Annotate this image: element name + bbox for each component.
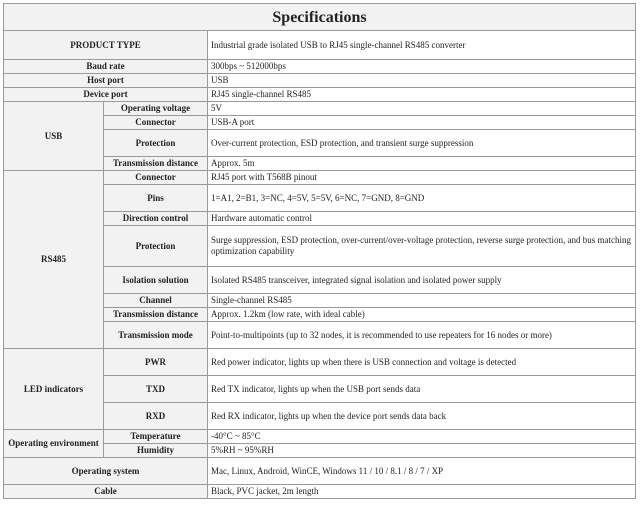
spec-table — [3, 3, 636, 499]
rs485-channel-value: Single-channel RS485 — [208, 294, 636, 308]
baud-rate-label: Baud rate — [4, 60, 208, 74]
rs485-direction-value: Hardware automatic control — [208, 212, 636, 226]
usb-distance-label: Transmission distance — [104, 157, 208, 171]
rs485-group-label: RS485 — [4, 171, 104, 349]
baud-rate-value: 300bps ~ 512000bps — [208, 60, 636, 74]
rs485-connector-value: RJ45 port with T568B pinout — [208, 171, 636, 185]
usb-voltage-label: Operating voltage — [104, 102, 208, 116]
env-humidity-value: 5%RH ~ 95%RH — [208, 444, 636, 458]
os-label: Operating system — [4, 458, 208, 485]
product-type-label: PRODUCT TYPE — [4, 31, 208, 60]
env-temperature-label: Temperature — [104, 430, 208, 444]
rs485-pins-value: 1=A1, 2=B1, 3=NC, 4=5V, 5=5V, 6=NC, 7=GND, 8=GND — [208, 185, 636, 212]
usb-protection-label: Protection — [104, 130, 208, 157]
usb-connector-value: USB-A port — [208, 116, 636, 130]
environment-group-label: Operating environment — [4, 430, 104, 458]
led-rxd-label: RXD — [104, 403, 208, 430]
rs485-mode-label: Transmission mode — [104, 322, 208, 349]
env-temperature-value: -40°C ~ 85°C — [208, 430, 636, 444]
usb-connector-label: Connector — [104, 116, 208, 130]
page-title: Specifications — [4, 4, 636, 31]
device-port-label: Device port — [4, 88, 208, 102]
rs485-isolation-value: Isolated RS485 transceiver, integrated signal isolation and isolated power supply — [208, 267, 636, 294]
cable-value: Black, PVC jacket, 2m length — [208, 485, 636, 499]
led-group-label: LED indicators — [4, 349, 104, 430]
rs485-distance-label: Transmission distance — [104, 308, 208, 322]
rs485-protection-label: Protection — [104, 226, 208, 267]
rs485-protection-value: Surge suppression, ESD protection, over-current/over-voltage protection, reverse surge protection, and bus matching optimization capability — [208, 226, 636, 267]
led-pwr-label: PWR — [104, 349, 208, 376]
usb-distance-value: Approx. 5m — [208, 157, 636, 171]
rs485-distance-value: Approx. 1.2km (low rate, with ideal cable) — [208, 308, 636, 322]
led-txd-label: TXD — [104, 376, 208, 403]
product-type-value: Industrial grade isolated USB to RJ45 single-channel RS485 converter — [208, 31, 636, 60]
led-rxd-value: Red RX indicator, lights up when the device port sends data back — [208, 403, 636, 430]
rs485-direction-label: Direction control — [104, 212, 208, 226]
host-port-value: USB — [208, 74, 636, 88]
led-txd-value: Red TX indicator, lights up when the USB port sends data — [208, 376, 636, 403]
env-humidity-label: Humidity — [104, 444, 208, 458]
rs485-mode-value: Point-to-multipoints (up to 32 nodes, it is recommended to use repeaters for 16 nodes or more) — [208, 322, 636, 349]
rs485-channel-label: Channel — [104, 294, 208, 308]
device-port-value: RJ45 single-channel RS485 — [208, 88, 636, 102]
led-pwr-value: Red power indicator, lights up when there is USB connection and voltage is detected — [208, 349, 636, 376]
cable-label: Cable — [4, 485, 208, 499]
spec-sheet — [3, 3, 635, 499]
usb-voltage-value: 5V — [208, 102, 636, 116]
usb-protection-value: Over-current protection, ESD protection, and transient surge suppression — [208, 130, 636, 157]
rs485-pins-label: Pins — [104, 185, 208, 212]
rs485-connector-label: Connector — [104, 171, 208, 185]
os-value: Mac, Linux, Android, WinCE, Windows 11 / 10 / 8.1 / 8 / 7 / XP — [208, 458, 636, 485]
host-port-label: Host port — [4, 74, 208, 88]
rs485-isolation-label: Isolation solution — [104, 267, 208, 294]
usb-group-label: USB — [4, 102, 104, 171]
